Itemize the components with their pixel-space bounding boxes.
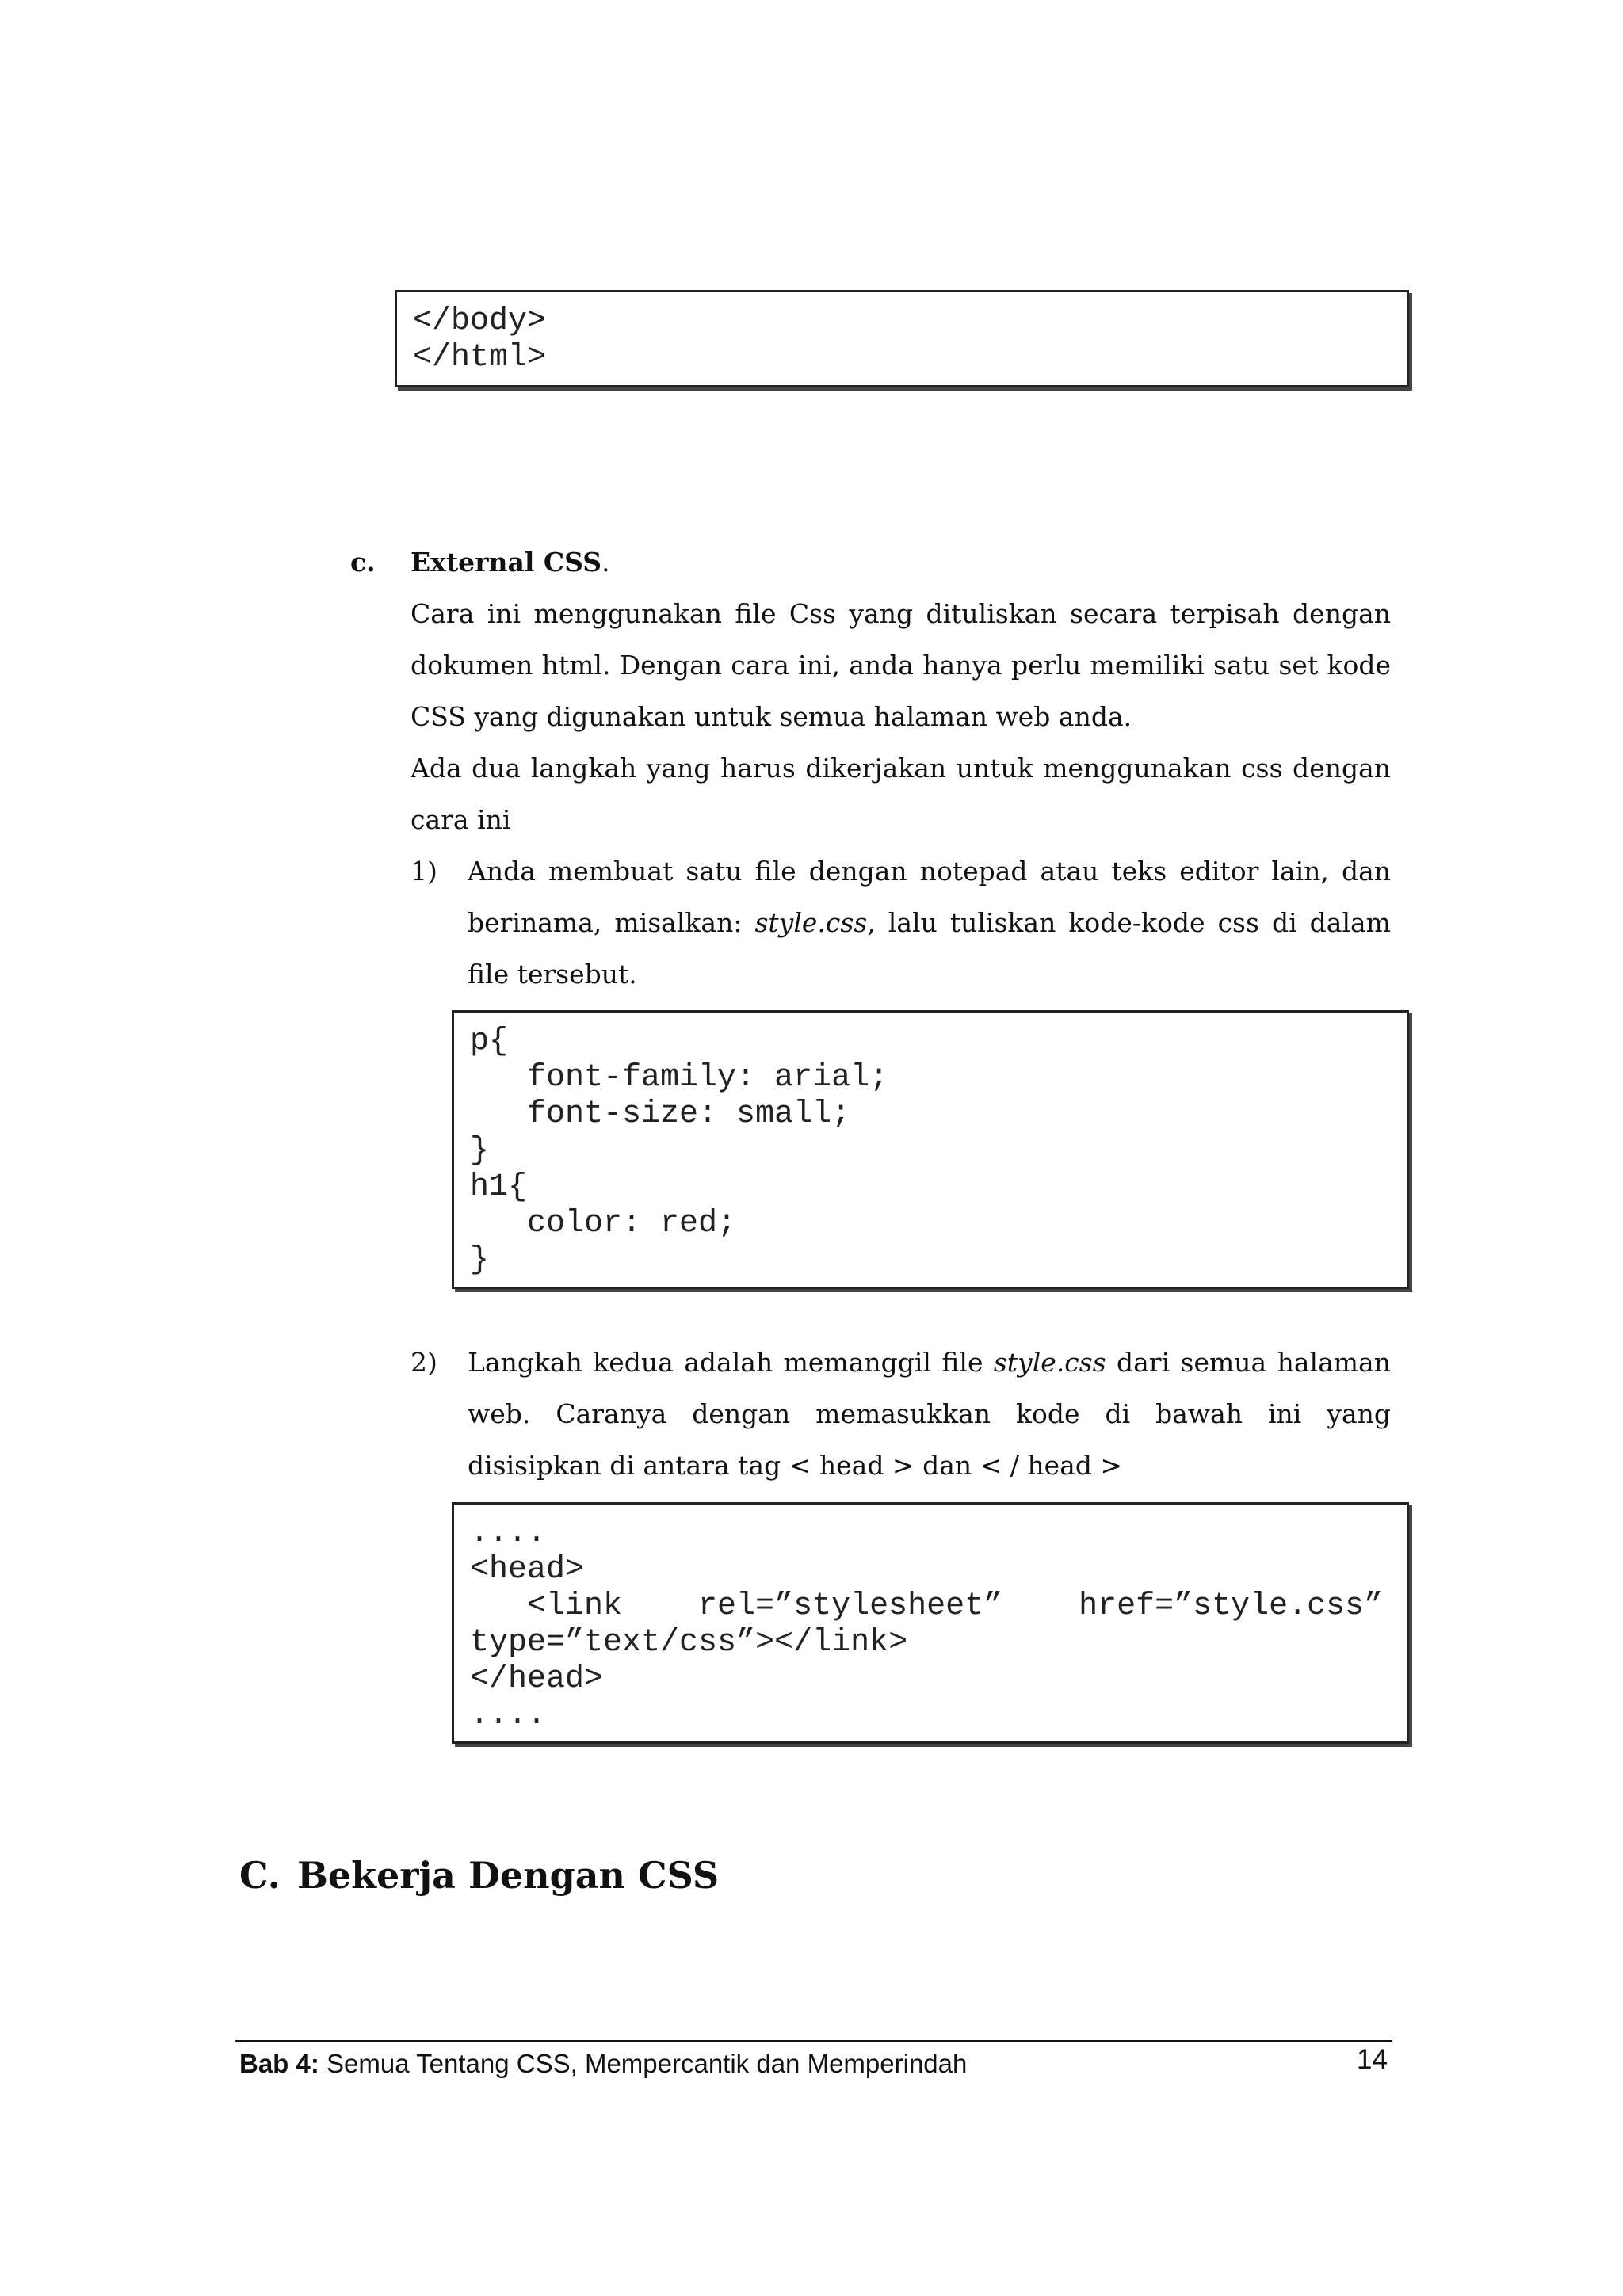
section-title (411, 536, 610, 588)
code-line: .... (470, 1516, 547, 1551)
heading-title: Bekerja Dengan CSS (297, 1854, 720, 1897)
section-title-text: External CSS (411, 547, 602, 578)
step-1-text-before: Anda membuat satu file dengan notepad atau teks editor lain, dan berinama, misalkan: (468, 856, 1391, 938)
code-line: font-family: arial; (470, 1060, 889, 1096)
code-line: color: red; (470, 1206, 737, 1241)
code-line: </head> (470, 1661, 604, 1697)
step-1-text (468, 845, 1391, 1000)
code-line: } (470, 1133, 490, 1169)
code-line: </body> (413, 303, 547, 339)
code-line: } (470, 1242, 490, 1278)
code-line: </html> (413, 340, 547, 376)
code-line: <head> (470, 1552, 585, 1588)
footer-chapter-title (239, 2049, 967, 2079)
footer-divider (235, 2040, 1392, 2042)
step-1-filename: style.css (754, 907, 868, 938)
step-2-text (468, 1337, 1391, 1491)
step-marker-2: 2) (411, 1347, 437, 1378)
code-line: <link rel=”stylesheet” href=”style.css” (470, 1589, 1384, 1624)
section-title-period: . (601, 547, 610, 578)
paragraph-description: Cara ini menggunakan file Css yang dituliskan secara terpisah dengan dokumen html. Dengan cara ini, anda hanya perlu memiliki satu set kode CSS yang digunakan untuk semua halaman web anda. (411, 598, 1391, 732)
footer-chapter-label: Bab 4: (239, 2049, 319, 2078)
step-1-text-after: , lalu tuliskan kode-kode css di dalam file tersebut. (468, 907, 1391, 990)
code-block-closing-tags (395, 290, 1409, 387)
code-block-link-tag (452, 1502, 1409, 1744)
code-line: p{ (470, 1024, 509, 1059)
step-2-text-after: dari semua halaman web. Caranya dengan memasukkan kode di bawah ini yang disisipkan di antara tag < head > dan < / head > (468, 1347, 1391, 1481)
page-number: 14 (1357, 2044, 1388, 2075)
step-marker-1: 1) (411, 856, 437, 887)
code-block-css (452, 1010, 1409, 1289)
step-2-filename: style.css (993, 1347, 1106, 1378)
code-line: h1{ (470, 1169, 528, 1205)
code-line: .... (470, 1698, 547, 1733)
list-marker-c: c. (350, 547, 376, 578)
code-line: font-size: small; (470, 1097, 851, 1132)
step-2-text-before: Langkah kedua adalah memanggil file (468, 1347, 994, 1378)
footer-chapter-name: Semua Tentang CSS, Mempercantik dan Memperindah (319, 2049, 968, 2078)
paragraph-steps-intro: Ada dua langkah yang harus dikerjakan untuk menggunakan css dengan cara ini (411, 753, 1391, 835)
code-line: type=”text/css”></link> (470, 1625, 908, 1661)
heading-letter: C. (239, 1854, 281, 1897)
